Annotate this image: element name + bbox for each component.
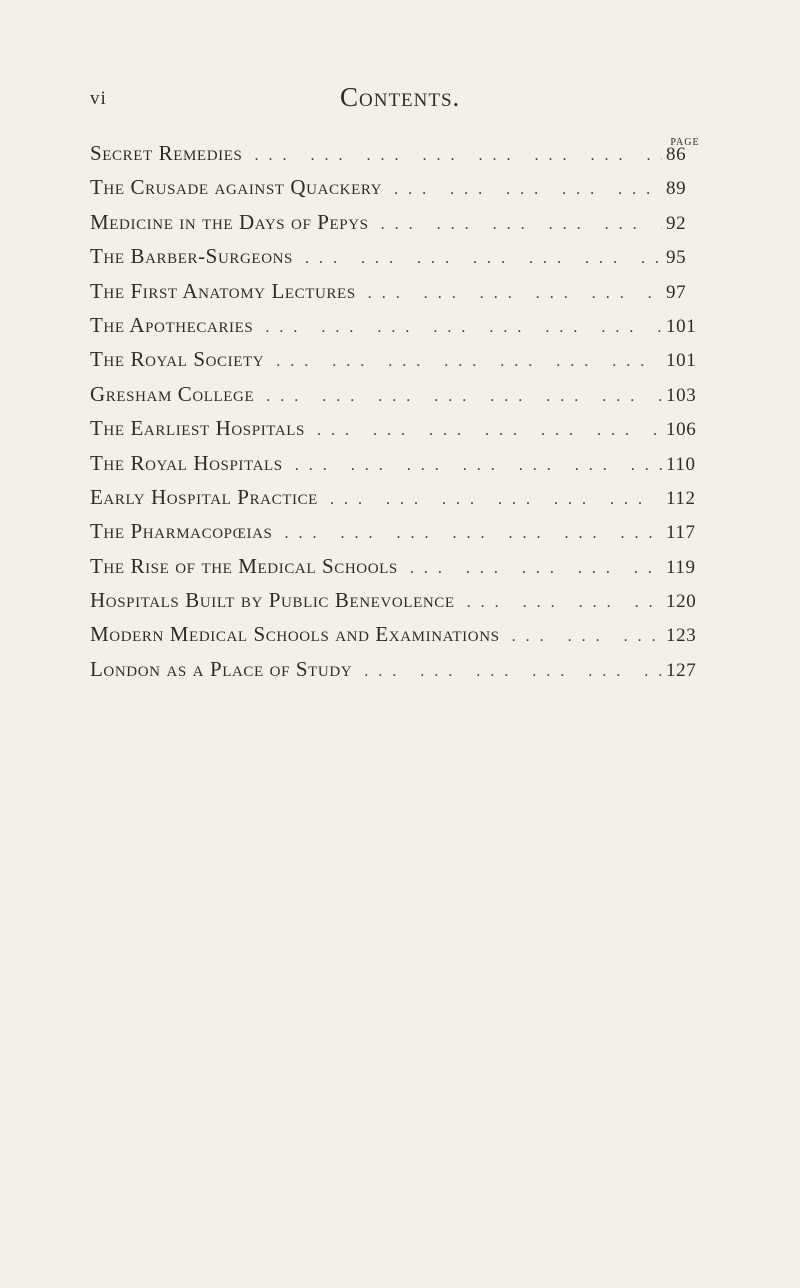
toc-entry [90,244,710,278]
toc-entry [90,347,710,381]
toc-entry-page: 89 [666,178,687,200]
toc-entry-title: The Crusade against Quackery [90,175,383,200]
toc-entry [90,279,710,313]
toc-entry [90,451,710,485]
toc-entry-title: London as a Place of Study [90,656,353,681]
toc-entry-title: Modern Medical Schools and Examinations [90,622,500,647]
dot-leader [467,594,662,612]
dot-leader [284,525,662,543]
toc-entry [90,657,710,691]
toc-entry [90,141,710,175]
dot-leader [276,353,662,371]
toc-entry-title: Secret Remedies [90,141,243,165]
toc-entry-title: The Rise of the Medical Schools [90,553,398,578]
toc-entry-page: 112 [666,487,696,509]
dot-leader [394,181,662,199]
toc-entry-title: Medicine in the Days of Pepys [90,209,369,234]
toc-entry [90,588,710,622]
dot-leader [305,250,662,268]
toc-entry-page: 127 [666,659,697,681]
toc-entry-title: The Apothecaries [90,312,254,337]
toc-entry-title: The Royal Society [90,347,265,372]
toc-entry-title: The Pharmacopœias [90,519,273,544]
dot-leader [254,147,662,165]
dot-leader [317,422,662,440]
toc-entry [90,485,710,519]
page-column-label: PAGE [670,137,700,148]
toc-entry-page: 86 [666,144,687,165]
toc-entry-title: The First Anatomy Lectures [90,278,356,303]
toc-entry-page: 110 [666,453,696,475]
toc-entry-page: 101 [666,350,697,372]
toc-entry [90,175,710,209]
table-of-contents [90,141,710,691]
toc-entry [90,382,710,416]
dot-leader [266,388,662,406]
toc-entry [90,622,710,656]
toc-entry [90,313,710,347]
dot-leader [295,457,662,475]
toc-entry-page: 97 [666,281,687,303]
toc-entry-page: 119 [666,556,696,578]
toc-entry-page: 103 [666,384,697,406]
toc-entry-page: 101 [666,315,697,337]
toc-entry-title: The Barber-Surgeons [90,244,294,269]
toc-entry-page: 106 [666,419,697,441]
dot-leader [512,628,662,646]
dot-leader [265,319,662,337]
page-number: vi [90,88,107,109]
toc-entry-page: 120 [666,591,697,613]
toc-entry [90,210,710,244]
toc-entry-page: 117 [666,522,696,544]
toc-entry-title: Hospitals Built by Public Benevolence [90,588,455,613]
toc-entry-title: Early Hospital Practice [90,484,318,509]
dot-leader [330,491,662,509]
toc-entry-page: 123 [666,625,697,647]
dot-leader [364,663,662,681]
page-title: Contents. [340,82,461,112]
toc-entry-page: 92 [666,212,687,234]
dot-leader [410,560,662,578]
toc-entry [90,416,710,450]
toc-entry [90,554,710,588]
dot-leader [381,216,662,234]
dot-leader [368,285,662,303]
toc-entry-page: 95 [666,247,687,269]
toc-entry-title: Gresham College [90,381,255,406]
toc-entry-title: The Earliest Hospitals [90,416,305,441]
running-header [90,82,710,122]
toc-entry [90,519,710,553]
toc-entry-title: The Royal Hospitals [90,450,283,475]
